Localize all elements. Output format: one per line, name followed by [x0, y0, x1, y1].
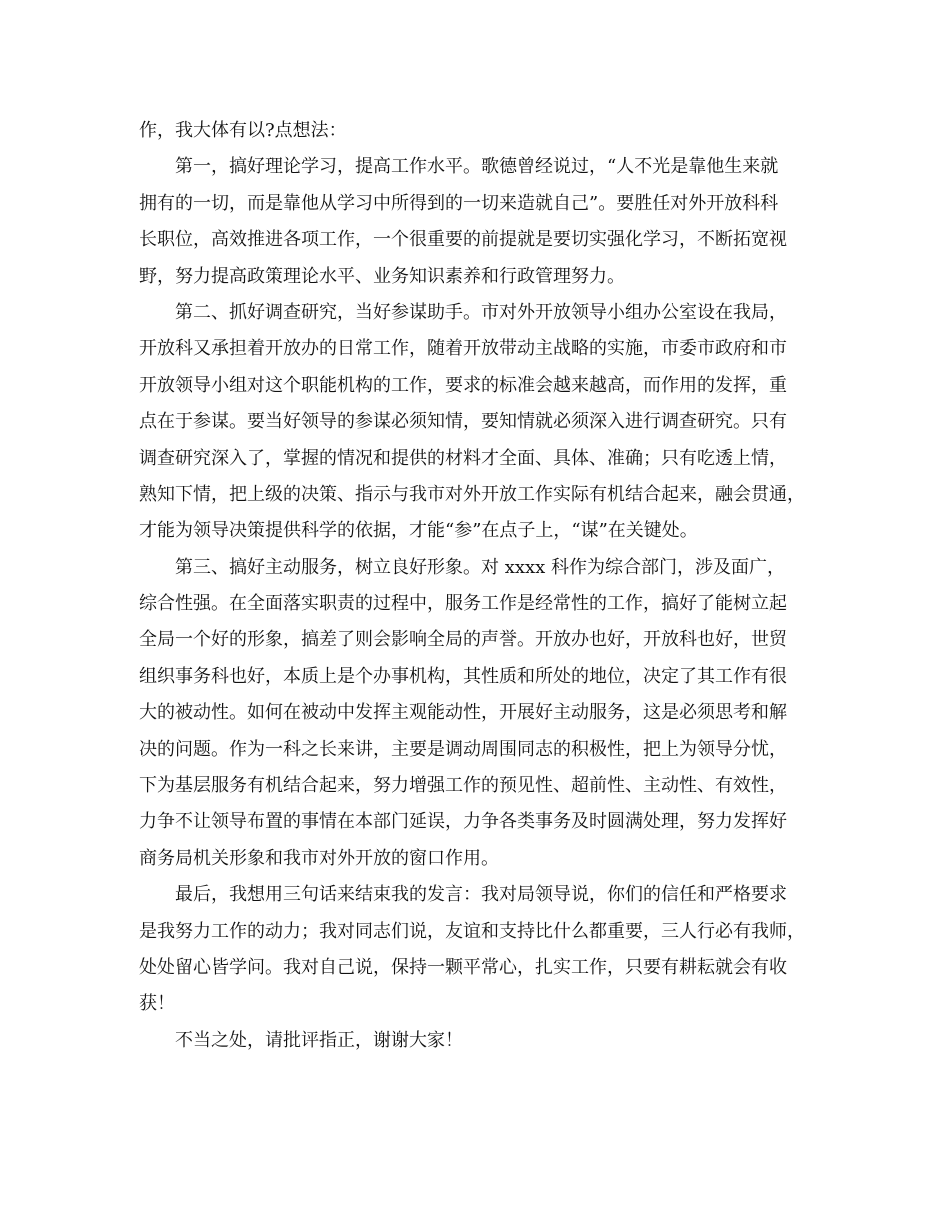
text-line: 力争不让领导布置的事情在本部门延误，力争各类事务及时圆满处理，努力发挥好 — [139, 811, 787, 833]
document-body-text — [139, 113, 819, 1059]
text-line: 最后，我想用三句话来结束我的发言：我对局领导说，你们的信任和严格要求 — [175, 884, 787, 906]
text-line: 第二、抓好调查研究，当好参谋助手。市对外开放领导小组办公室设在我局， — [175, 301, 787, 323]
text-line: 开放领导小组对这个职能机构的工作，要求的标准会越来越高，而作用的发挥，重 — [139, 374, 787, 396]
text-line: 决的问题。作为一科之长来讲，主要是调动周围同志的积极性，把上为领导分忧， — [139, 738, 787, 760]
text-line: 商务局机关形象和我市对外开放的窗口作用。 — [139, 847, 499, 869]
text-line: 处处留心皆学问。我对自己说，保持一颗平常心，扎实工作，只要有耕耘就会有收 — [139, 956, 787, 978]
text-line: 第三、搞好主动服务，树立良好形象。对 xxxx 科作为综合部门，涉及面广， — [175, 556, 786, 578]
text-line: 大的被动性。如何在被动中发挥主观能动性，开展好主动服务，这是必须思考和解 — [139, 702, 787, 724]
text-line: 长职位，高效推进各项工作，一个很重要的前提就是要切实强化学习，不断拓宽视 — [139, 229, 787, 251]
text-line: 野，努力提高政策理论水平、业务知识素养和行政管理努力。 — [139, 265, 625, 287]
text-line: 调查研究深入了，掌握的情况和提供的材料才全面、具体、准确；只有吃透上情， — [139, 447, 787, 469]
text-line: 综合性强。在全面落实职责的过程中，服务工作是经常性的工作，搞好了能树立起 — [139, 593, 787, 615]
text-line: 获！ — [139, 993, 175, 1015]
text-line: 不当之处，请批评指正，谢谢大家！ — [175, 1029, 463, 1051]
text-line: 是我努力工作的动力；我对同志们说，友谊和支持比什么都重要，三人行必有我师， — [139, 920, 805, 942]
text-line: 拥有的一切，而是靠他从学习中所得到的一切来造就自己”。要胜任对外开放科科 — [139, 192, 779, 214]
text-line: 熟知下情，把上级的决策、指示与我市对外开放工作实际有机结合起来，融会贯通， — [139, 483, 805, 505]
text-line: 才能为领导决策提供科学的依据，才能“参”在点子上，“谋”在关键处。 — [139, 520, 698, 542]
text-line: 点在于参谋。要当好领导的参谋必须知情，要知情就必须深入进行调查研究。只有 — [139, 411, 787, 433]
text-line: 开放科又承担着开放办的日常工作，随着开放带动主战略的实施，市委市政府和市 — [139, 338, 787, 360]
text-line: 组织事务科也好，本质上是个办事机构，其性质和所处的地位，决定了其工作有很 — [139, 665, 787, 687]
text-line: 第一，搞好理论学习，提高工作水平。歌德曾经说过，“人不光是靠他生来就 — [175, 156, 779, 178]
text-line: 全局一个好的形象，搞差了则会影响全局的声誉。开放办也好，开放科也好，世贸 — [139, 629, 787, 651]
text-line: 下为基层服务有机结合起来，努力增强工作的预见性、超前性、主动性、有效性， — [139, 775, 787, 797]
text-line: 作，我大体有以?点想法： — [139, 120, 347, 141]
